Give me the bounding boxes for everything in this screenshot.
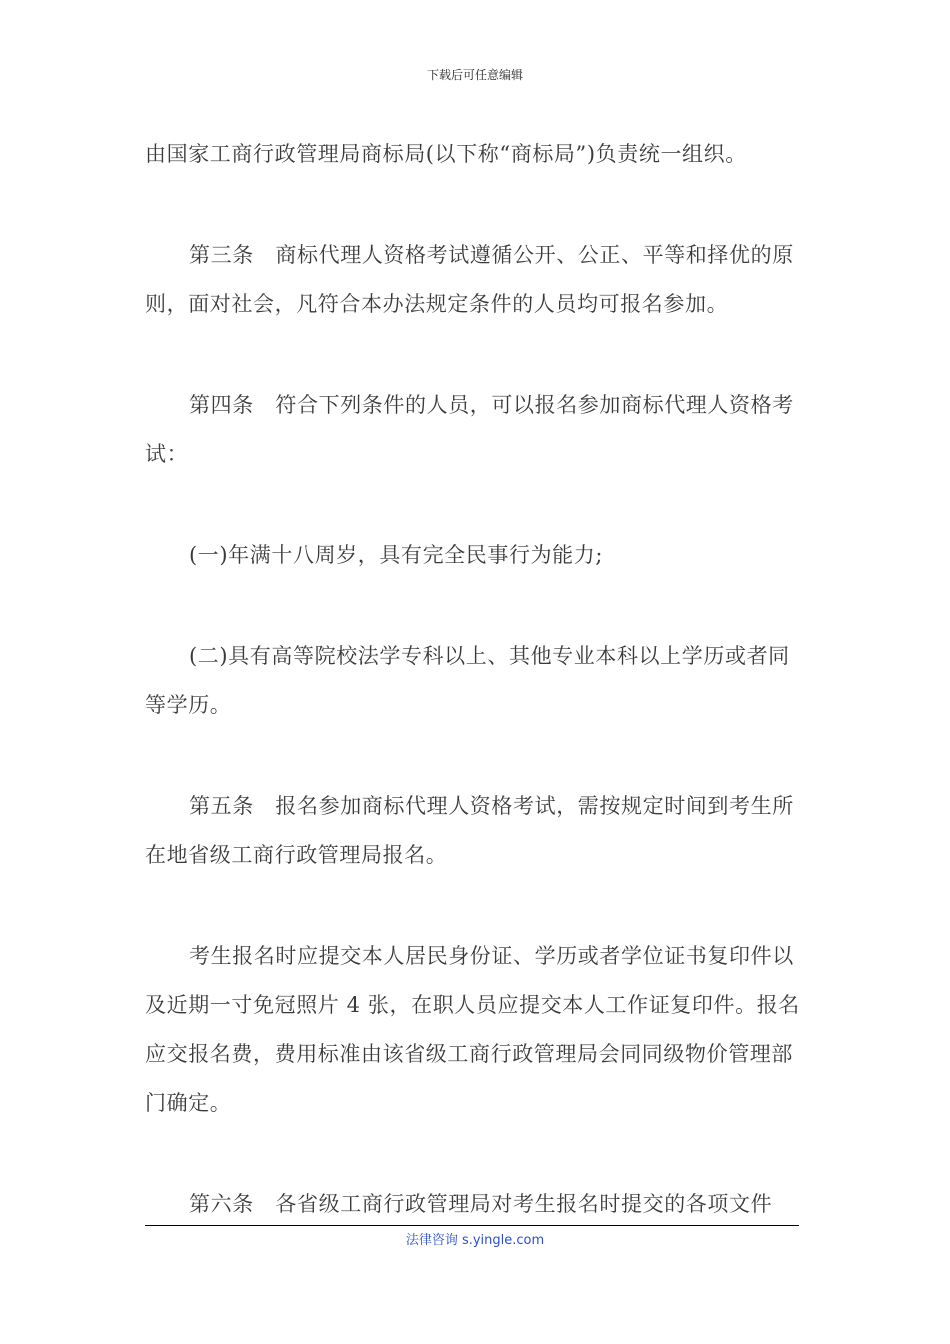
header-note: 下载后可任意编辑: [426, 68, 523, 82]
paragraph-article-3: 第三条 商标代理人资格考试遵循公开、公正、平等和择优的原则，面对社会，凡符合本办法规定条件的人员均可报名参加。: [145, 243, 794, 316]
paragraph-application-materials: 考生报名时应提交本人居民身份证、学历或者学位证书复印件以及近期一寸免冠照片 4 张，在职人员应提交本人工作证复印件。报名应交报名费，费用标准由该省级工商行政管理局会同同级物价管理部门确定。: [145, 944, 800, 1115]
footer-link[interactable]: 法律咨询 s.yingle.com: [405, 1233, 545, 1248]
footer-divider: [145, 1225, 799, 1226]
document-body: [145, 130, 805, 1281]
paragraph-article-6: 第六条 各省级工商行政管理局对考生报名时提交的各项文件: [189, 1192, 773, 1216]
paragraph-condition-1: (一)年满十八周岁，具有完全民事行为能力;: [189, 543, 604, 567]
paragraph-condition-2: (二)具有高等院校法学专科以上、其他专业本科以上学历或者同等学历。: [145, 644, 790, 717]
paragraph-article-4: 第四条 符合下列条件的人员，可以报名参加商标代理人资格考试：: [145, 393, 794, 466]
paragraph: 由国家工商行政管理局商标局(以下称“商标局”)负责统一组织。: [145, 142, 747, 166]
paragraph-article-5: 第五条 报名参加商标代理人资格考试，需按规定时间到考生所在地省级工商行政管理局报名。: [145, 794, 794, 867]
